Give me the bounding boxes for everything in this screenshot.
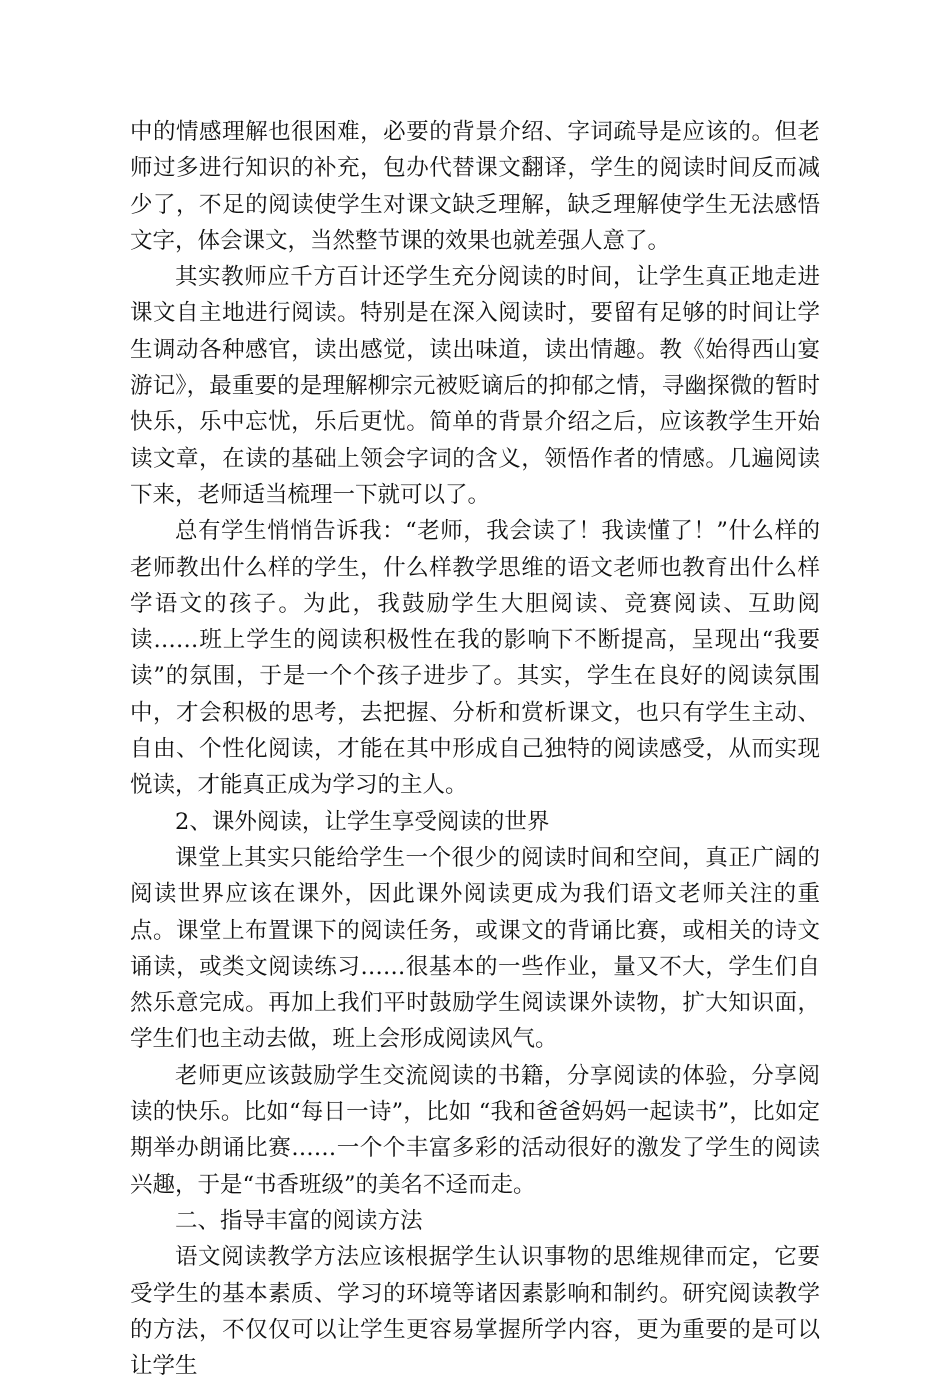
document-body [130,114,820,1384]
paragraph-body: 老师更应该鼓励学生交流阅读的书籍，分享阅读的体验，分享阅读的快乐。比如“每日一诗”，比如 “我和爸爸妈妈一起读书”，比如定期举办朗诵比赛……一个个丰富多彩的活动很好的激发了学生的阅读兴趣，于是“书香班级”的美名不迳而走。 [130,1062,820,1198]
paragraph-body: 课堂上其实只能给学生一个很少的阅读时间和空间，真正广阔的阅读世界应该在课外，因此课外阅读更成为我们语文老师关注的重点。课堂上布置课下的阅读任务，或课文的背诵比赛，或相关的诗文诵读，或类文阅读练习……很基本的一些作业，量又不大，学生们自然乐意完成。再加上我们平时鼓励学生阅读课外读物，扩大知识面，学生们也主动去做，班上会形成阅读风气。 [130,844,820,1053]
paragraph-body: 其实教师应千方百计还学生充分阅读的时间，让学生真正地走进课文自主地进行阅读。特别是在深入阅读时，要留有足够的时间让学生调动各种感官，读出感觉，读出味道，读出情趣。教《始得西山宴游记》，最重要的是理解柳宗元被贬谪后的抑郁之情，寻幽探微的暂时快乐，乐中忘忧，乐后更忧。简单的背景介绍之后，应该教学生开始读文章，在读的基础上领会字词的含义，领悟作者的情感。几遍阅读下来，老师适当梳理一下就可以了。 [130,264,820,508]
section-heading: 2、课外阅读，让学生享受阅读的世界 [175,808,550,835]
paragraph-body: 总有学生悄悄告诉我：“老师，我会读了！我读懂了！”什么样的老师教出什么样的学生，什么样教学思维的语文老师也教育出什么样学语文的孩子。为此，我鼓励学生大胆阅读、竞赛阅读、互助阅读……班上学生的阅读积极性在我的影响下不断提高，呈现出“我要读”的氛围，于是一个个孩子进步了。其实，学生在良好的阅读氛围中，才会积极的思考，去把握、分析和赏析课文，也只有学生主动、自由、个性化阅读，才能在其中形成自己独特的阅读感受，从而实现悦读，才能真正成为学习的主人。 [130,518,820,799]
section-heading: 二、指导丰富的阅读方法 [175,1207,423,1234]
paragraph-body: 语文阅读教学方法应该根据学生认识事物的思维规律而定，它要受学生的基本素质、学习的环境等诸因素影响和制约。研究阅读教学的方法，不仅仅可以让学生更容易掌握所学内容，更为重要的是可以让学生 [130,1244,820,1380]
paragraph-continuation: 中的情感理解也很困难，必要的背景介绍、字词疏导是应该的。但老师过多进行知识的补充，包办代替课文翻译，学生的阅读时间反而减少了，不足的阅读使学生对课文缺乏理解，缺乏理解使学生无法感悟文字，体会课文，当然整节课的效果也就差强人意了。 [130,119,820,254]
